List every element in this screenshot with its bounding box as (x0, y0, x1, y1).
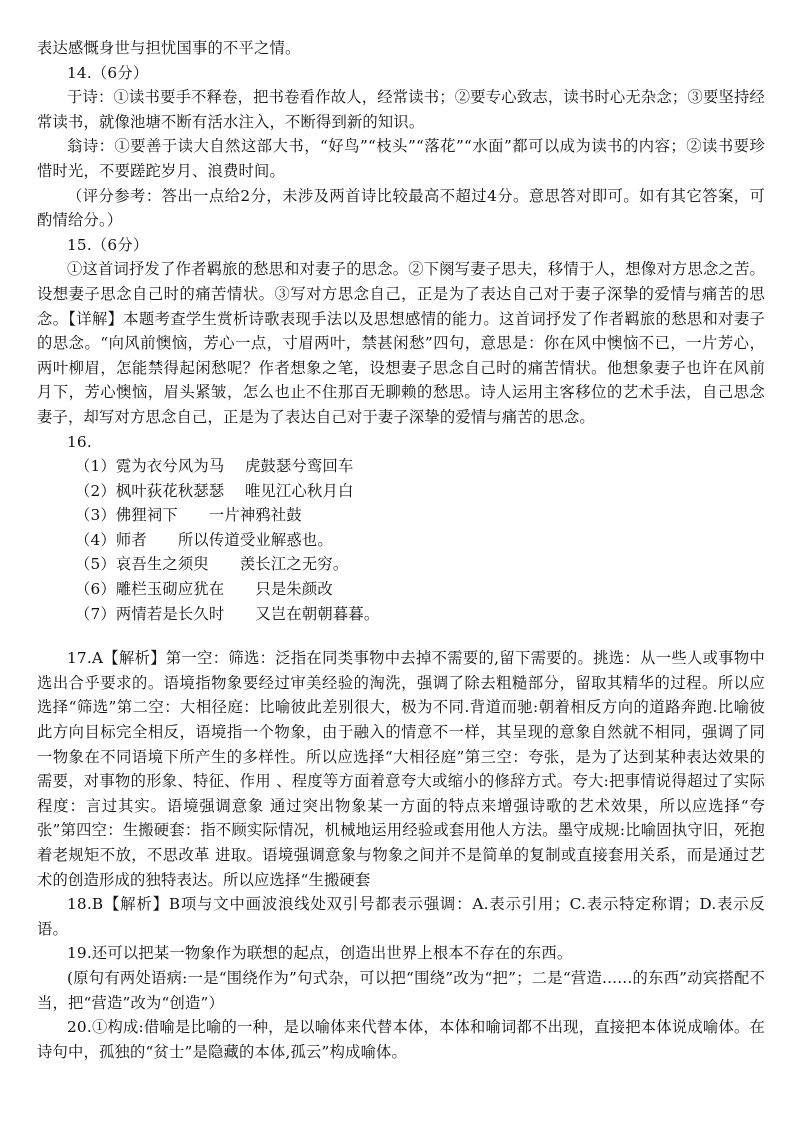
q14-yu-poem-answer: 于诗：①读书要手不释卷，把书卷看作故人，经常读书；②要专心致志，读书时心无杂念；③要坚持经常读书，就像池塘不断有活水注入，不断得到新的知识。 (37, 88, 765, 131)
section-gap (37, 626, 765, 646)
answer-document (37, 36, 765, 1064)
q14-scoring-note: （评分参考：答出一点给2分，未涉及两首诗比较最高不超过4分。意思答对即可。如有其它答案，可酌情给分。） (37, 186, 765, 230)
intro-line: 表达感慨身世与担忧国事的不平之情。 (37, 39, 301, 57)
q16-item: （1）霓为衣兮风为马 虎鼓瑟兮鸾回车 (75, 457, 354, 476)
q16-item: （6）雕栏玉砌应犹在 只是朱颜改 (75, 580, 333, 599)
q16-item: （2）枫叶荻花秋瑟瑟 唯见江心秋月白 (75, 481, 354, 500)
q19-note: (原句有两处语病:一是“围绕作为”句式杂，可以把“围绕”改为“把”；二是“营造......的东西”动宾搭配不当，把“营造”改为“创造”） (37, 968, 765, 1012)
q17-answer: 17.A【解析】第一空：筛选：泛指在同类事物中去掉不需要的,留下需要的。挑选：从一些人或事物中选出合乎要求的。语境指物象要经过审美经验的淘洗，强调了除去粗糙部分，留取其精华的过程。所以应选择“筛选”第二空：大相径庭：比喻彼此差别很大，极为不同.背道而驰:朝着相反方向的道路奔跑.比喻彼此方向目标完全相反，语境指一个物象，由于融入的情意不一样，其呈现的意象自然就不相同，强调了同一物象在不同语境下所产生的多样性。所以应选择“大相径庭”第三空：夸张，是为了达到某种表达效果的需要，对事物的形象、特征、作用 、程度等方面着意夸大或缩小的修辞方式。夸大:把事情说得超过了实际程度：言过其实。语境强调意象 通过突出物象某一方面的特点来增强诗歌的艺术效果，所以应选择“夸张”第四空：生搬硬套：指不顾实际情况，机械地运用经验或套用他人方法。墨守成规:比喻固执守旧，死抱着老规矩不放，不思改革 进取。语境强调意象与物象之间并不是简单的复制或直接套用关系，而是通过艺术的创造形成的独特表达。所以应选择“生搬硬套 (37, 649, 765, 889)
q14-heading: 14.（6分） (67, 63, 149, 82)
q16-item: （3）佛狸祠下 一片神鸦社鼓 (75, 506, 302, 525)
q19-answer: 19.还可以把某一物象作为联想的起点，创造出世界上根本不存在的东西。 (67, 944, 573, 963)
q20-answer: 20.①构成:借喻是比喻的一种，是以喻体来代替本体，本体和喻词都不出现，直接把本体说成喻体。在诗句中，孤独的“贫士”是隐藏的本体,孤云”构成喻体。 (37, 1018, 765, 1061)
q14-weng-poem-answer: 翁诗：①要善于读大自然这部大书，“好鸟”“枝头”“落花”“水面”都可以成为读书的内容；②读书要珍惜时光，不要蹉跎岁月、浪费时间。 (37, 137, 765, 180)
q15-answer: ①这首词抒发了作者羁旅的愁思和对妻子的思念。②下阕写妻子思夫，移情于人，想像对方思念之苦。设想妻子思念自己时的痛苦情状。③写对方思念自己，正是为了表达自己对于妻子深挚的爱情与痛苦的思念。【详解】本题考查学生赏析诗歌表现手法以及思想感情的能力。这首词抒发了作者羁旅的愁思和对妻子的思念。“向风前懊恼，芳心一点，寸眉两叶，禁甚闲愁”四句，意思是：你在风中懊恼不已，一片芳心，两叶柳眉，怎能禁得起闲愁呢？作者想象之笔，设想妻子思念自己时的痛苦情状。他想象妻子也许在风前月下，芳心懊恼，眉头紧皱，怎么也止不住那百无聊赖的愁思。诗人运用主客移位的艺术手法，自己思念妻子，却写对方思念自己，正是为了表达自己对于妻子深挚的爱情与痛苦的思念。 (37, 260, 765, 426)
q16-item: （7）两情若是长久时 又岂在朝朝暮暮。 (75, 604, 380, 623)
q18-answer: 18.B【解析】B项与文中画波浪线处双引号都表示强调：A.表示引用；C.表示特定称谓；D.表示反语。 (37, 895, 765, 938)
q16-item: （5）哀吾生之须臾 羡长江之无穷。 (75, 555, 349, 574)
q16-heading: 16. (67, 432, 92, 451)
q16-item: （4）师者 所以传道受业解惑也。 (75, 530, 333, 549)
q15-heading: 15.（6分） (67, 235, 149, 254)
